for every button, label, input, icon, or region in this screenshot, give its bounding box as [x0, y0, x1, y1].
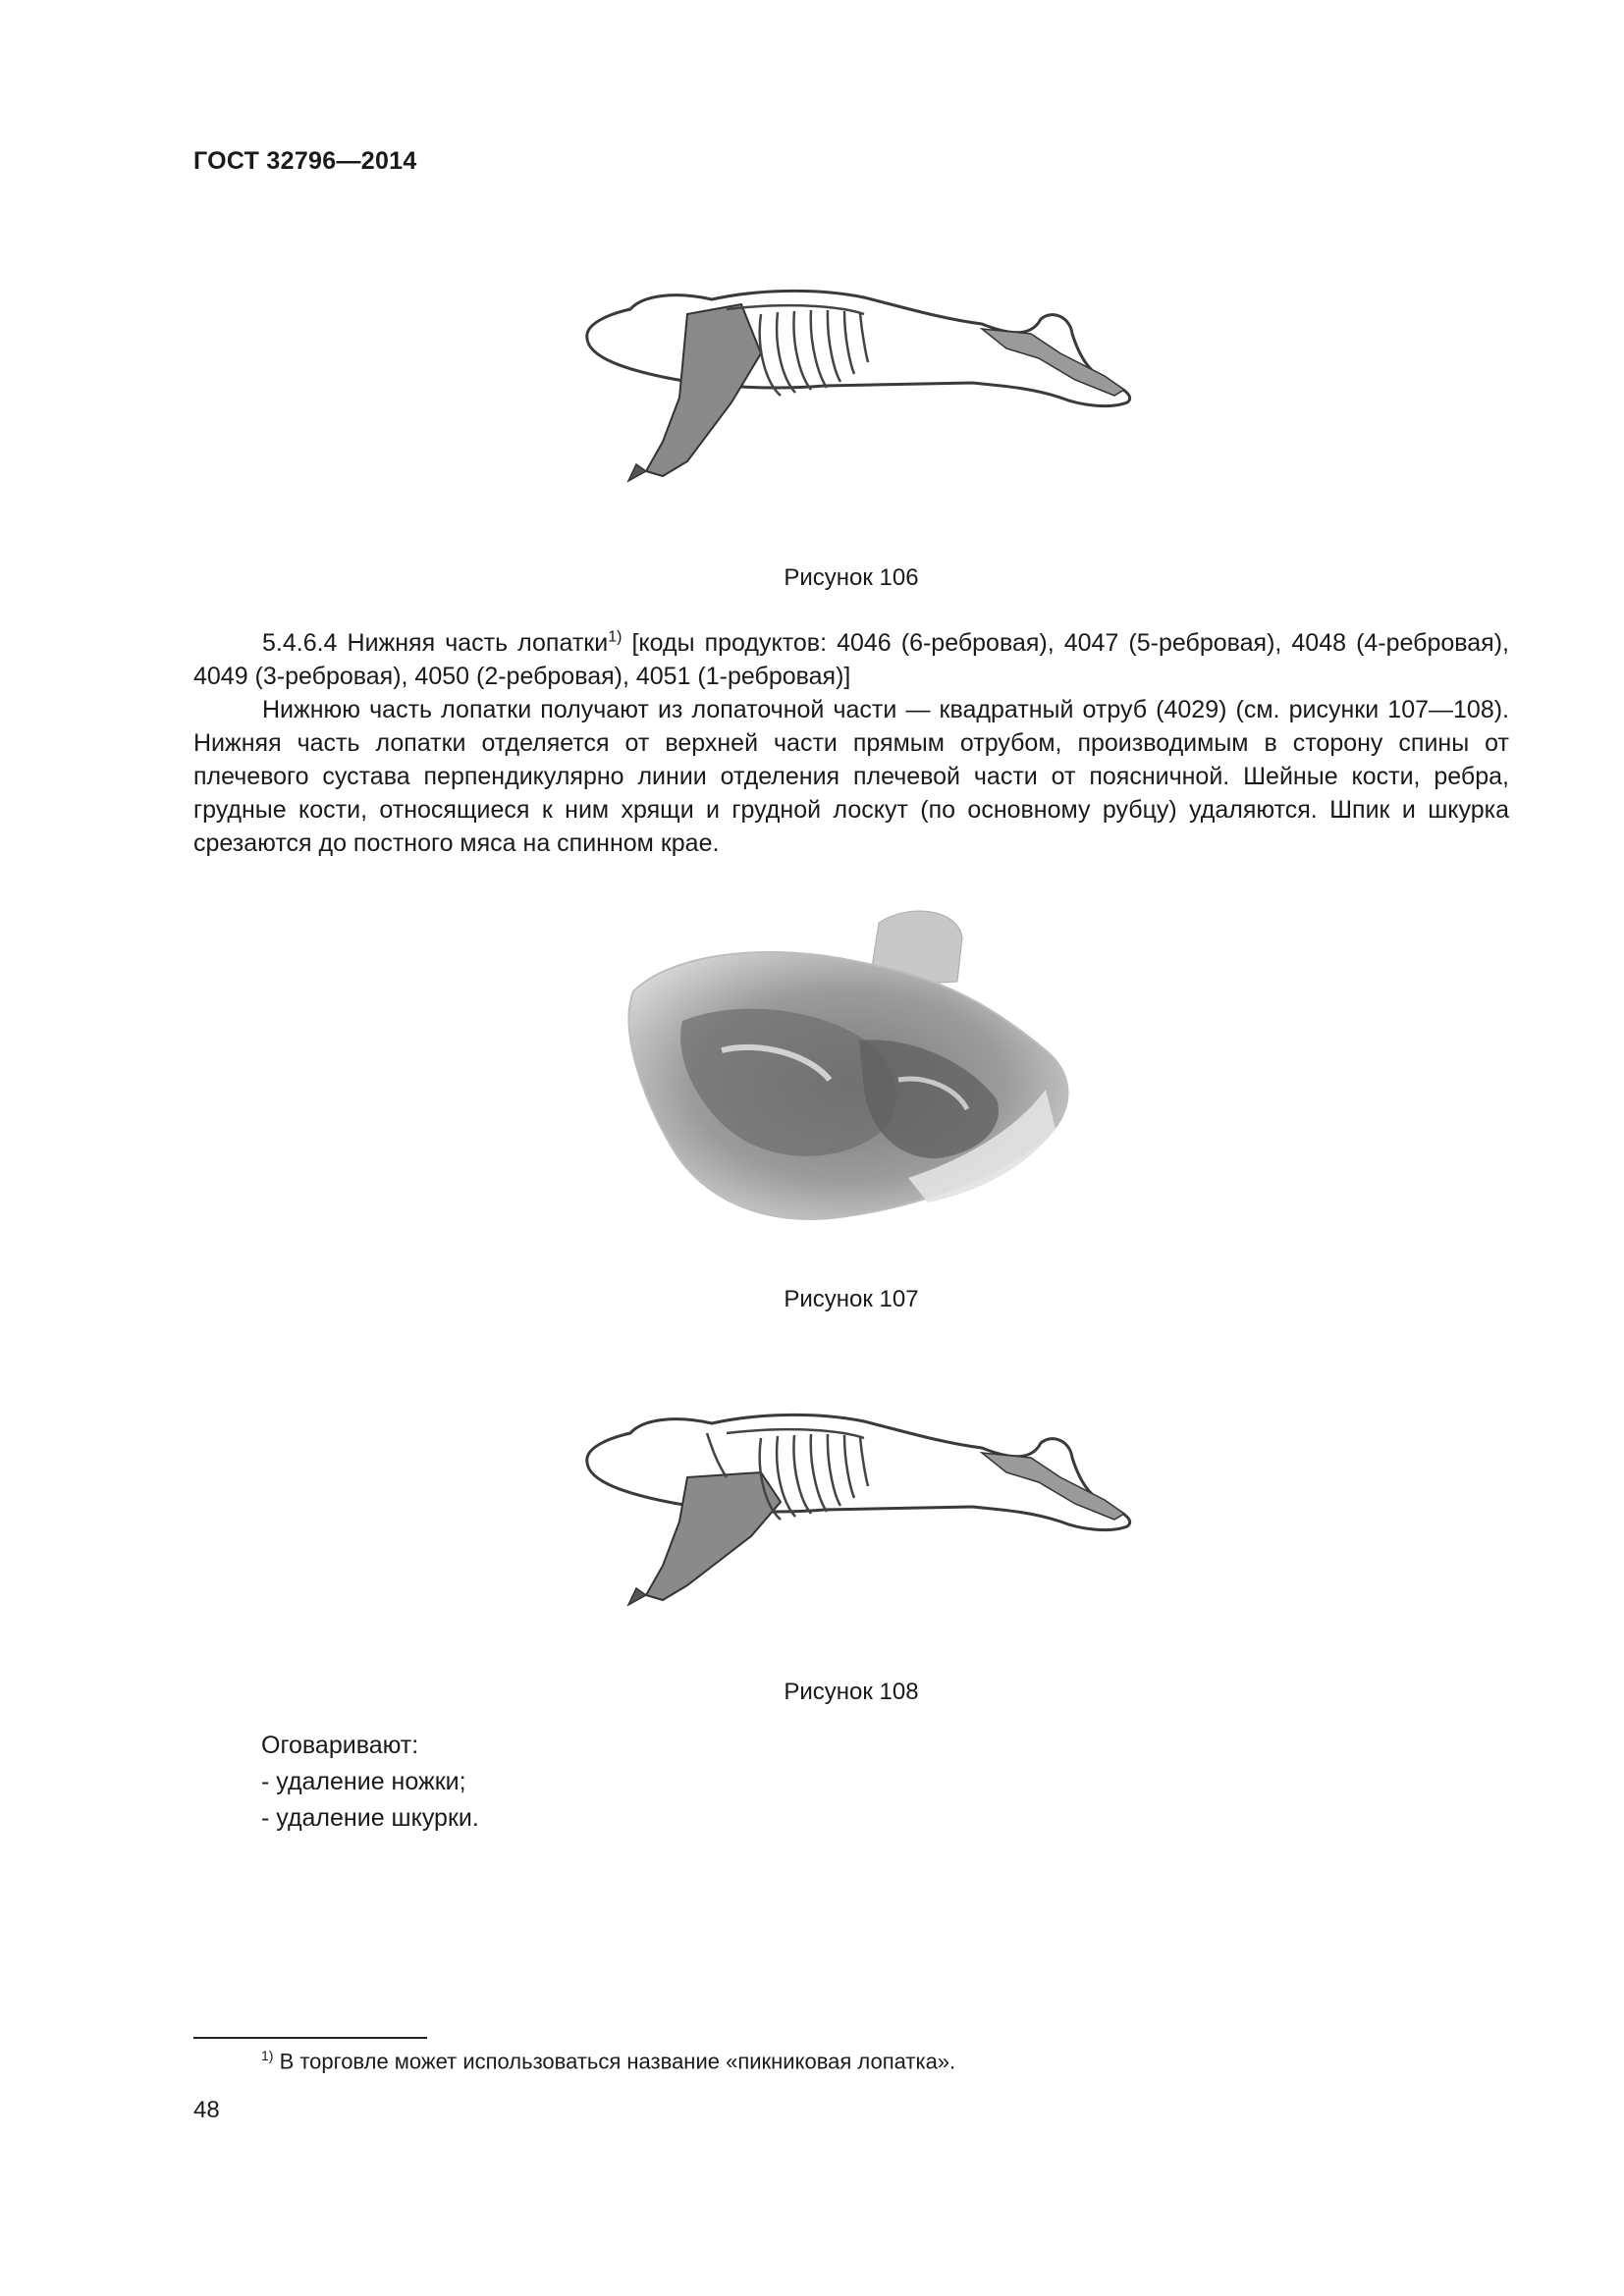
meat-cut-image-107 — [614, 893, 1095, 1256]
figure-108-caption: Рисунок 108 — [784, 1679, 919, 1705]
section-5-4-6-4-text — [193, 626, 1509, 860]
footnote — [261, 2048, 955, 2074]
page-number: 48 — [193, 2097, 220, 2123]
section-description-paragraph: Нижнюю часть лопатки получают из лопаточной части — квадратный отруб (4029) (см. рисунки 107—108). Нижняя часть лопатки отделяется от верхней части прямым отрубом, производимым в сторону спины от плечевого сустава перпендикулярно линии отделения плечевой части от поясничной. Шейные кости, ребра, грудные кости, относящиеся к ним хрящи и грудной лоскут (по основному рубцу) удаляются. Шпик и шкурка срезаются до постного мяса на спинном крае. — [193, 696, 1509, 857]
footnote-text: В торговле может использоваться название «пикниковая лопатка». — [273, 2049, 956, 2074]
footnote-divider — [193, 2037, 427, 2039]
figure-107-caption: Рисунок 107 — [784, 1286, 919, 1312]
figure-106-caption: Рисунок 106 — [784, 564, 919, 591]
document-header: ГОСТ 32796—2014 — [193, 147, 417, 175]
carcass-skeleton-image-108 — [569, 1404, 1139, 1615]
agreements-list — [261, 1728, 479, 1837]
list-item: - удаление шкурки. — [261, 1804, 479, 1832]
footnote-reference: 1) — [608, 628, 623, 646]
figure-106-carcass-diagram — [569, 280, 1139, 491]
carcass-skeleton-image-106 — [569, 280, 1139, 491]
figure-108-carcass-diagram — [569, 1404, 1139, 1615]
section-heading-paragraph — [193, 626, 1509, 693]
footnote-marker: 1) — [261, 2048, 274, 2063]
product-codes: [коды продуктов: 4046 (6-ребровая), 4047 (5-ребровая), 4048 (4-ребровая), 4049 (3-ребровая), 4050 (2-ребровая), 4051 (1-ребровая)] — [193, 629, 1509, 690]
figure-107-meat-cut-photo — [614, 893, 1095, 1256]
section-heading: 5.4.6.4 Нижняя часть лопатки — [262, 629, 609, 657]
agreements-title: Оговаривают: — [261, 1732, 419, 1759]
list-item: - удаление ножки; — [261, 1768, 466, 1795]
